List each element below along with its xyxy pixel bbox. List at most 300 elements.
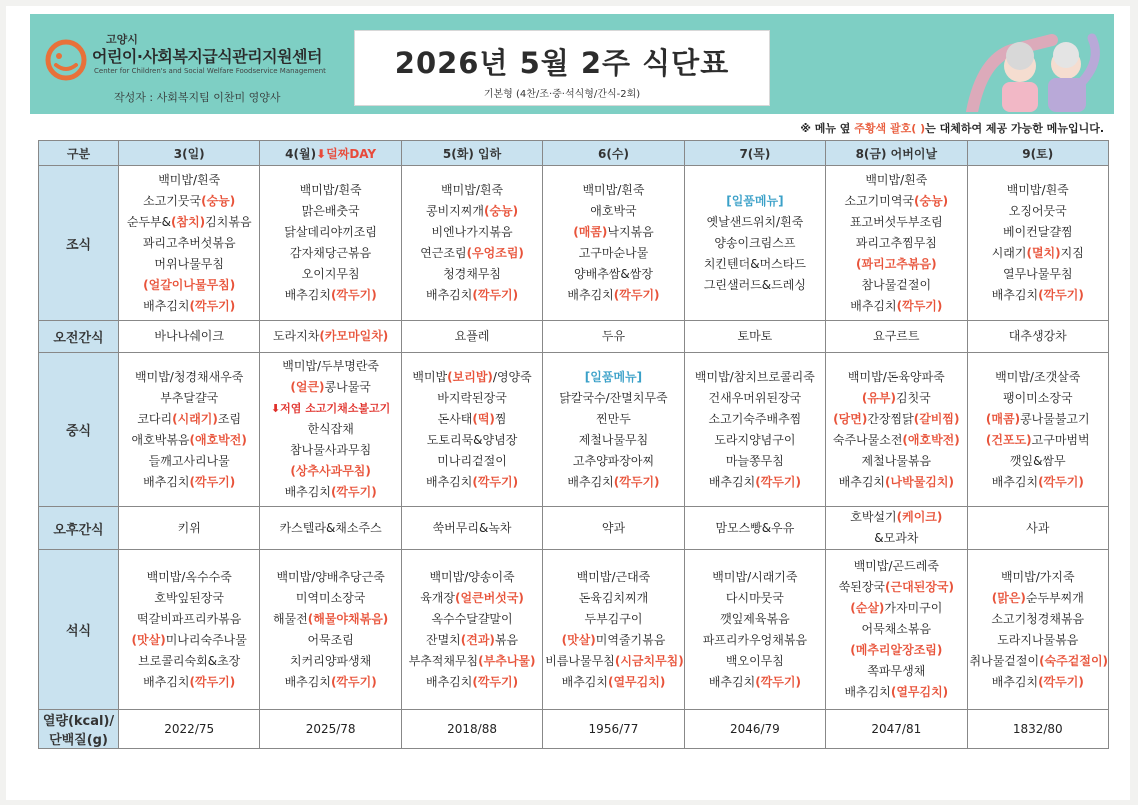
menu-name: 두유 (601, 329, 626, 343)
menu-name: 카스텔라&채소주스 (279, 520, 382, 535)
menu-name: 소고기미역국 (844, 193, 915, 208)
menu-name: 배추김치 (850, 298, 897, 313)
menu-name: 닭칼국수/잔멸치무죽 (559, 390, 668, 405)
menu-item (545, 201, 681, 222)
alternative-menu: (당면) (833, 411, 868, 426)
menu-item (262, 440, 398, 461)
pm_snack-cell (119, 507, 260, 550)
menu-item (687, 651, 823, 672)
menu-name: 맘모스빵&우유 (715, 520, 795, 535)
menu-item (970, 472, 1106, 493)
menu-name: 비엔나가지볶음 (431, 225, 513, 239)
snack-item-line2 (828, 528, 964, 549)
menu-item (828, 191, 964, 212)
menu-name: 백미밥/양배추당근죽 (276, 569, 385, 584)
menu-name: 쑥버무리&녹차 (432, 520, 512, 535)
alternative-menu: (얼큰) (290, 380, 325, 394)
menu-item (545, 430, 681, 451)
row-label-breakfast: 조식 (39, 166, 119, 321)
nutrition-row (39, 710, 1109, 749)
alternative-menu: (숭늉) (483, 204, 519, 218)
day-header (826, 141, 967, 166)
menu-name: 마늘쫑무침 (725, 453, 784, 468)
menu-item (828, 451, 964, 472)
menu-item (970, 430, 1106, 451)
menu-item (545, 222, 681, 243)
lunch-cell (543, 353, 684, 507)
alternative-menu: (깍두기) (755, 674, 801, 689)
menu-item (262, 398, 398, 419)
menu-item (404, 588, 540, 609)
alternative-menu: (부추나물) (478, 653, 536, 668)
row-label-nutrition: 열량(kcal)/단백질(g) (39, 710, 119, 749)
menu-name: 쪽파무생채 (867, 664, 926, 678)
nutrition-value: 1956/77 (543, 710, 684, 749)
menu-name: 연근조림 (420, 246, 467, 260)
nutrition-value: 1832/80 (967, 710, 1108, 749)
menu-item (404, 630, 540, 651)
menu-item (545, 409, 681, 430)
snack-item (121, 326, 257, 347)
alternative-menu: (근대된장국) (885, 580, 954, 594)
am_snack-cell (684, 321, 825, 353)
menu-name: 소고기숙주배추찜 (708, 411, 802, 426)
notice-prefix: ※ 메뉴 옆 (800, 122, 851, 135)
nutrition-value: 2047/81 (826, 710, 967, 749)
menu-item (687, 588, 823, 609)
day-label: 9(토) (1022, 146, 1054, 161)
menu-name: 깻잎제육볶음 (720, 611, 790, 626)
dinner-cell (543, 550, 684, 710)
special-menu-tag: [일품메뉴] (584, 369, 643, 384)
lunch-cell (119, 353, 260, 507)
day-header (543, 141, 684, 166)
menu-name: 백미밥/흰죽 (158, 172, 221, 187)
am_snack-cell (543, 321, 684, 353)
menu-item (262, 180, 398, 201)
menu-item (121, 430, 257, 451)
menu-item (121, 672, 257, 693)
menu-item (970, 264, 1106, 285)
menu-item (545, 451, 681, 472)
menu-item (970, 180, 1106, 201)
snack-item (687, 518, 823, 539)
menu-name: 순두부& (126, 214, 172, 229)
snack-item (404, 518, 540, 539)
menu-item (262, 285, 398, 306)
menu-name: 백미밥/곤드레죽 (853, 559, 939, 573)
menu-item (687, 409, 823, 430)
snack-item (970, 518, 1106, 539)
breakfast-row (39, 166, 1109, 321)
menu-item (687, 233, 823, 254)
menu-item (545, 672, 681, 693)
day-label: 8(금) 어버이날 (855, 146, 938, 161)
menu-item (262, 630, 398, 651)
menu-name: 감자채당근볶음 (290, 246, 372, 260)
menu-item (545, 180, 681, 201)
alternative-menu: (멸치) (1026, 246, 1061, 260)
menu-name: 찜 (494, 411, 507, 426)
alternative-menu: (카모마일차) (319, 329, 389, 343)
nutrition-value: 2018/88 (401, 710, 542, 749)
notice-suffix: 는 대체하여 제공 가능한 메뉴입니다. (925, 122, 1104, 135)
menu-item (828, 430, 964, 451)
menu-item (970, 367, 1106, 388)
menu-item (969, 651, 1109, 672)
author: 작성자 : 사회복지팀 이찬미 영양사 (114, 91, 281, 104)
menu-item (262, 419, 398, 440)
menu-item (828, 367, 964, 388)
alternative-menu: (깍두기) (189, 474, 236, 489)
menu-item (828, 640, 964, 661)
menu-name: 깻잎&쌈무 (1009, 453, 1066, 468)
menu-name: 백미밥/근대죽 (576, 569, 651, 584)
alternative-menu: (맛살) (131, 632, 166, 647)
alternative-menu: (시금치무침) (614, 653, 684, 668)
menu-item (404, 243, 540, 264)
menu-name: 배추김치 (284, 674, 331, 689)
menu-name: 꽈리고추버섯볶음 (142, 235, 236, 250)
menu-item (970, 588, 1106, 609)
menu-item (545, 651, 684, 672)
menu-item (828, 682, 964, 703)
menu-name: 애호박볶음 (131, 432, 190, 447)
menu-name: 어묵채소볶음 (861, 622, 932, 636)
menu-name: 호박설기 (850, 510, 897, 524)
alternative-menu: (견과) (460, 632, 495, 647)
menu-item (545, 367, 681, 388)
breakfast-cell (260, 166, 401, 321)
menu-name: 양배추쌈&쌈장 (574, 267, 653, 281)
menu-item (970, 285, 1106, 306)
menu-item (970, 672, 1106, 693)
menu-item (262, 609, 398, 630)
menu-name: 맑은배춧국 (301, 204, 360, 218)
menu-name: 해물전 (272, 611, 308, 626)
alternative-menu: (나박물김치) (885, 474, 954, 489)
menu-item (545, 630, 681, 651)
menu-name: 김치볶음 (205, 214, 252, 229)
notice-highlight: 주황색 괄호( ) (854, 122, 926, 135)
menu-name: 배추김치 (425, 288, 473, 302)
snack-item (970, 326, 1106, 347)
menu-name: 백미밥/가지죽 (1000, 569, 1075, 584)
row-label-lunch: 중식 (39, 353, 119, 507)
menu-name: 옛날샌드위치/흰죽 (706, 214, 804, 229)
menu-name: 배추김치 (991, 474, 1039, 489)
menu-name: 미역줄기볶음 (595, 632, 666, 647)
menu-item (687, 254, 823, 275)
menu-name: 백미밥/옥수수죽 (146, 569, 232, 584)
day-header (260, 141, 401, 166)
alternative-menu: (참치) (171, 214, 206, 229)
alternative-menu: (매콤) (985, 411, 1021, 426)
menu-item (262, 461, 398, 482)
am_snack-cell (967, 321, 1108, 353)
menu-name: 요플레 (454, 329, 490, 343)
menu-item (970, 222, 1106, 243)
menu-name: 배추김치 (567, 288, 614, 302)
alternative-menu: (유부) (861, 390, 896, 405)
alternative-menu: (얼갈이나물무침) (143, 277, 236, 292)
day-label: 3(일) (173, 146, 205, 161)
menu-name: 한식잡채 (307, 422, 354, 436)
row-label-dinner: 석식 (39, 550, 119, 710)
am-snack-row (39, 321, 1109, 353)
alternative-menu: (해물야채볶음) (307, 611, 389, 626)
low-sodium-menu: ⬇저염 소고기채소불고기 (270, 402, 391, 415)
menu-name: 백미밥/돈육양파죽 (847, 369, 945, 384)
snack-item (545, 518, 681, 539)
menu-item (262, 243, 398, 264)
menu-item (970, 609, 1106, 630)
menu-name: 돈육김치찌개 (578, 590, 649, 605)
corner-header: 구분 (39, 141, 119, 166)
am_snack-cell (826, 321, 967, 353)
menu-name: 백미밥/흰죽 (441, 183, 504, 197)
alternative-menu: (상추사과무침) (290, 464, 371, 478)
menu-name: 배추김치 (708, 474, 756, 489)
menu-item (262, 672, 398, 693)
menu-name: 백미밥/조갯살죽 (995, 369, 1081, 384)
menu-item (262, 588, 398, 609)
lunch-cell (260, 353, 401, 507)
menu-item (687, 609, 823, 630)
menu-name: 미나리숙주나물 (165, 632, 247, 647)
menu-name: 제철나물볶음 (861, 453, 932, 468)
menu-item (404, 451, 540, 472)
alternative-menu: (깍두기) (755, 474, 801, 489)
menu-item (687, 388, 823, 409)
menu-item (121, 275, 257, 296)
menu-item (121, 388, 257, 409)
menu-item (828, 212, 964, 233)
center-logo-icon (44, 38, 88, 82)
menu-name: 미나리겉절이 (437, 453, 507, 468)
menu-item (687, 275, 823, 296)
menu-name: 키위 (177, 520, 201, 535)
menu-name: 건새우머위된장국 (708, 390, 802, 405)
menu-name: 토마토 (737, 329, 773, 343)
menu-name: 열무나물무침 (1002, 267, 1073, 281)
menu-name: 배추김치 (143, 474, 190, 489)
menu-item (970, 388, 1106, 409)
menu-item (262, 222, 398, 243)
pm_snack-cell (543, 507, 684, 550)
menu-item (970, 243, 1106, 264)
menu-name: 도라지양념구이 (714, 432, 796, 447)
menu-name: 바지락된장국 (437, 390, 507, 405)
am_snack-cell (260, 321, 401, 353)
menu-item (121, 367, 257, 388)
alternative-menu: (애호박전) (189, 432, 247, 447)
alternative-menu: (깍두기) (896, 298, 943, 313)
menu-name: 참나물사과무침 (290, 443, 372, 457)
menu-item (828, 409, 964, 430)
menu-name: 소고기뭇국 (143, 193, 202, 208)
menu-item (828, 254, 964, 275)
dinner-cell (260, 550, 401, 710)
menu-name: 백미밥/양송이죽 (429, 569, 515, 584)
menu-item (262, 651, 398, 672)
menu-item (545, 609, 681, 630)
menu-name: 콩비지찌개 (425, 204, 484, 218)
menu-item (545, 567, 681, 588)
menu-item (121, 651, 257, 672)
menu-item (121, 296, 257, 317)
menu-name: 배추김치 (567, 474, 614, 489)
alternative-menu: (깍두기) (613, 474, 660, 489)
menu-item (545, 285, 681, 306)
menu-item (828, 619, 964, 640)
menu-item (121, 191, 257, 212)
breakfast-cell (119, 166, 260, 321)
menu-name: 사과 (1026, 520, 1050, 535)
menu-item (121, 212, 257, 233)
menu-name: 요구르트 (873, 329, 920, 343)
menu-item (970, 567, 1106, 588)
menu-name: 김칫국 (896, 390, 931, 405)
menu-item (687, 191, 823, 212)
row-label-pm-snack: 오후간식 (39, 507, 119, 550)
snack-item (121, 518, 257, 539)
special-menu-tag: [일품메뉴] (726, 193, 784, 208)
day-header-row (39, 141, 1109, 166)
nutrition-value: 2046/79 (684, 710, 825, 749)
day-header (119, 141, 260, 166)
menu-item (404, 609, 540, 630)
menu-item (828, 170, 964, 191)
snack-item (828, 326, 964, 347)
menu-item (404, 567, 540, 588)
menu-name: 다시마뭇국 (725, 590, 784, 605)
menu-name: 백미밥/흰죽 (299, 183, 362, 197)
menu-name: 배추김치 (143, 298, 190, 313)
menu-name: 백미밥/청경채새우죽 (135, 369, 244, 384)
alternative-menu: (꽈리고추볶음) (856, 256, 937, 271)
menu-name: /영양죽 (492, 369, 532, 384)
menu-item (404, 430, 540, 451)
menu-item (970, 201, 1106, 222)
menu-name: 오징어뭇국 (1008, 204, 1067, 218)
lunch-cell (826, 353, 967, 507)
lunch-cell (401, 353, 542, 507)
menu-name: 백미밥/흰죽 (1006, 183, 1069, 197)
alternative-menu: (우엉조림) (466, 246, 524, 260)
menu-name: 볶음 (494, 632, 519, 647)
snack-item (545, 326, 681, 347)
day-header (684, 141, 825, 166)
alternative-menu: (애호박전) (902, 432, 960, 447)
menu-name: 찐만두 (596, 411, 631, 426)
menu-name: 백미밥/두부명란죽 (282, 359, 380, 373)
menu-name: 백미밥/시래기죽 (712, 569, 798, 584)
menu-item (687, 567, 823, 588)
breakfast-cell (826, 166, 967, 321)
pm_snack-cell (967, 507, 1108, 550)
menu-name: 콩나물국 (324, 380, 371, 394)
alternative-menu: (깍두기) (1038, 674, 1084, 689)
menu-item (687, 472, 823, 493)
lunch-row (39, 353, 1109, 507)
breakfast-cell (967, 166, 1108, 321)
page (6, 6, 1130, 800)
dinner-cell (826, 550, 967, 710)
menu-item (404, 367, 540, 388)
menu-item (121, 233, 257, 254)
alternative-menu: (맑은) (991, 590, 1026, 605)
menu-name: 도라지나물볶음 (997, 632, 1079, 647)
alternative-menu: (깍두기) (472, 674, 519, 689)
menu-item (262, 201, 398, 222)
snack-item (687, 326, 823, 347)
menu-name: 바나나쉐이크 (154, 329, 224, 343)
menu-name: 어묵조림 (307, 632, 354, 647)
menu-item (404, 285, 540, 306)
day-header (967, 141, 1108, 166)
menu-name: 배추김치 (844, 685, 891, 699)
dinner-cell (119, 550, 260, 710)
menu-name: 간장찜닭 (867, 411, 914, 426)
menu-name: 취나물겉절이 (969, 653, 1040, 668)
day-label: 5(화) 입하 (442, 146, 502, 161)
menu-item (121, 609, 257, 630)
alternative-menu: (깍두기) (1038, 288, 1084, 302)
menu-name: 백오이무침 (725, 653, 784, 668)
lunch-cell (967, 353, 1108, 507)
snack-item (404, 326, 540, 347)
snack-item (828, 507, 964, 528)
weekly-menu-table (38, 140, 1109, 749)
menu-item (970, 630, 1106, 651)
menu-name: 고구마범벅 (1031, 432, 1090, 447)
lunch-cell (684, 353, 825, 507)
snack-item (262, 518, 398, 539)
menu-item (828, 275, 964, 296)
menu-item (687, 430, 823, 451)
menu-item (262, 377, 398, 398)
dinner-row (39, 550, 1109, 710)
alternative-menu: (열무김치) (607, 674, 666, 689)
dinner-cell (401, 550, 542, 710)
alternative-menu: (깍두기) (189, 298, 236, 313)
menu-name: 지짐 (1060, 246, 1084, 260)
menu-item (262, 482, 398, 503)
menu-name: 청경채무침 (443, 267, 502, 281)
alternative-menu: (깍두기) (472, 474, 519, 489)
menu-name: 팽이미소장국 (1002, 390, 1073, 405)
menu-name: 그린샐러드&드레싱 (703, 277, 806, 292)
menu-name: 대추생강차 (1008, 329, 1067, 343)
menu-name: 백미밥/흰죽 (582, 183, 645, 197)
menu-item (404, 472, 540, 493)
menu-item (545, 264, 681, 285)
menu-name: 잔멸치 (425, 632, 461, 647)
menu-name: 도라지차 (272, 329, 320, 343)
menu-name: 배추김치 (284, 485, 331, 499)
menu-name: &모과차 (874, 531, 919, 545)
menu-name: 오이지무침 (301, 267, 360, 281)
page-title: 2026년 5월 2주 식단표 (394, 46, 730, 80)
menu-item (121, 472, 257, 493)
menu-name: 낙지볶음 (607, 225, 654, 239)
alternative-menu: (깍두기) (330, 485, 377, 499)
menu-name: 배추김치 (991, 288, 1039, 302)
menu-name: 소고기청경채볶음 (991, 611, 1085, 626)
menu-item (687, 672, 823, 693)
menu-item (828, 598, 964, 619)
